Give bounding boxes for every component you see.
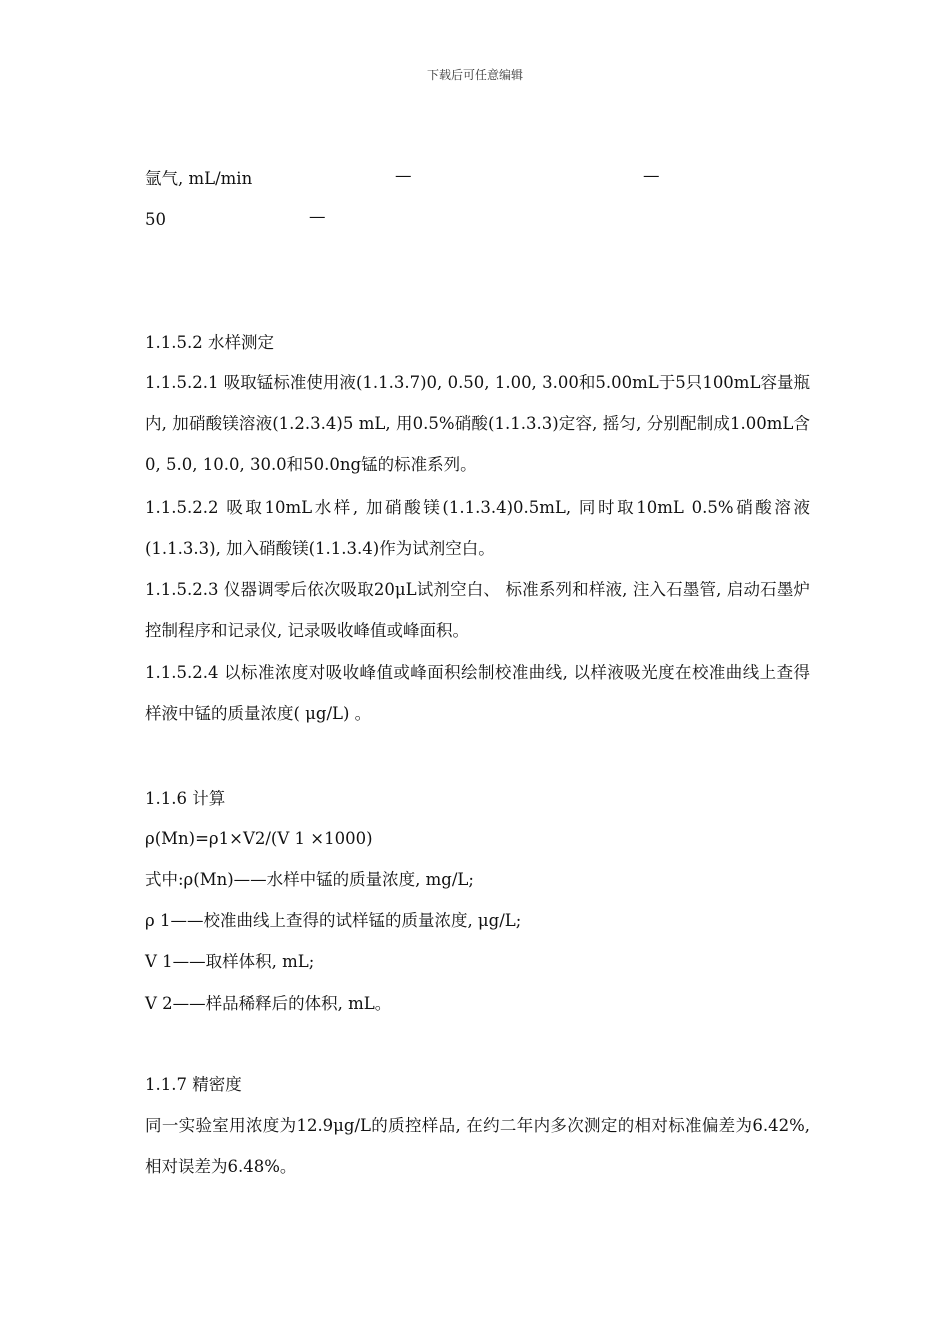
section-heading: 1.1.7 精密度: [145, 1075, 242, 1094]
definition-line: 式中:ρ(Mn)——水样中锰的质量浓度, mg/L;: [145, 870, 474, 889]
section-heading: 1.1.5.2 水样测定: [145, 333, 274, 352]
formula: ρ(Mn)=ρ1×V2/(V 1 ×1000): [145, 829, 373, 848]
page-header: 下载后可任意编辑: [426, 68, 523, 82]
table-row-label-argon: 氩气, mL/min: [145, 169, 253, 188]
table-cell-dash: —: [395, 166, 412, 185]
definition-line: V 1——取样体积, mL;: [145, 952, 315, 971]
paragraph: 1.1.5.2.4 以标准浓度对吸收峰值或峰面积绘制校准曲线, 以样液吸光度在校准曲线上查得样液中锰的质量浓度( μg/L) 。: [145, 663, 810, 723]
paragraph: 1.1.5.2.1 吸取锰标准使用液(1.1.3.7)0, 0.50, 1.00, 3.00和5.00mL于5只100mL容量瓶内, 加硝酸镁溶液(1.2.3.4)5 mL, 用0.5%硝酸(1.1.3.3)定容, 摇匀, 分别配制成1.00mL含0, 5.0, 10.0, 30.0和50.0ng锰的标准系列。: [145, 373, 810, 474]
paragraph: 同一实验室用浓度为12.9μg/L的质控样品, 在约二年内多次测定的相对标准偏差为6.42%, 相对误差为6.48%。: [145, 1116, 810, 1176]
paragraph: 1.1.5.2.3 仪器调零后依次吸取20μL试剂空白、 标准系列和样液, 注入石墨管, 启动石墨炉控制程序和记录仪, 记录吸收峰值或峰面积。: [145, 580, 810, 640]
table-cell-dash: —: [309, 207, 326, 226]
definition-line: V 2——样品稀释后的体积, mL。: [145, 994, 392, 1013]
table-cell-dash: —: [643, 166, 660, 185]
definition-line: ρ 1——校准曲线上查得的试样锰的质量浓度, μg/L;: [145, 911, 522, 930]
section-heading: 1.1.6 计算: [145, 789, 226, 808]
table-row-label-value: 50: [145, 210, 166, 229]
paragraph: 1.1.5.2.2 吸取10mL水样, 加硝酸镁(1.1.3.4)0.5mL, 同时取10mL 0.5%硝酸溶液(1.1.3.3), 加入硝酸镁(1.1.3.4)作为试剂空白。: [145, 498, 810, 558]
